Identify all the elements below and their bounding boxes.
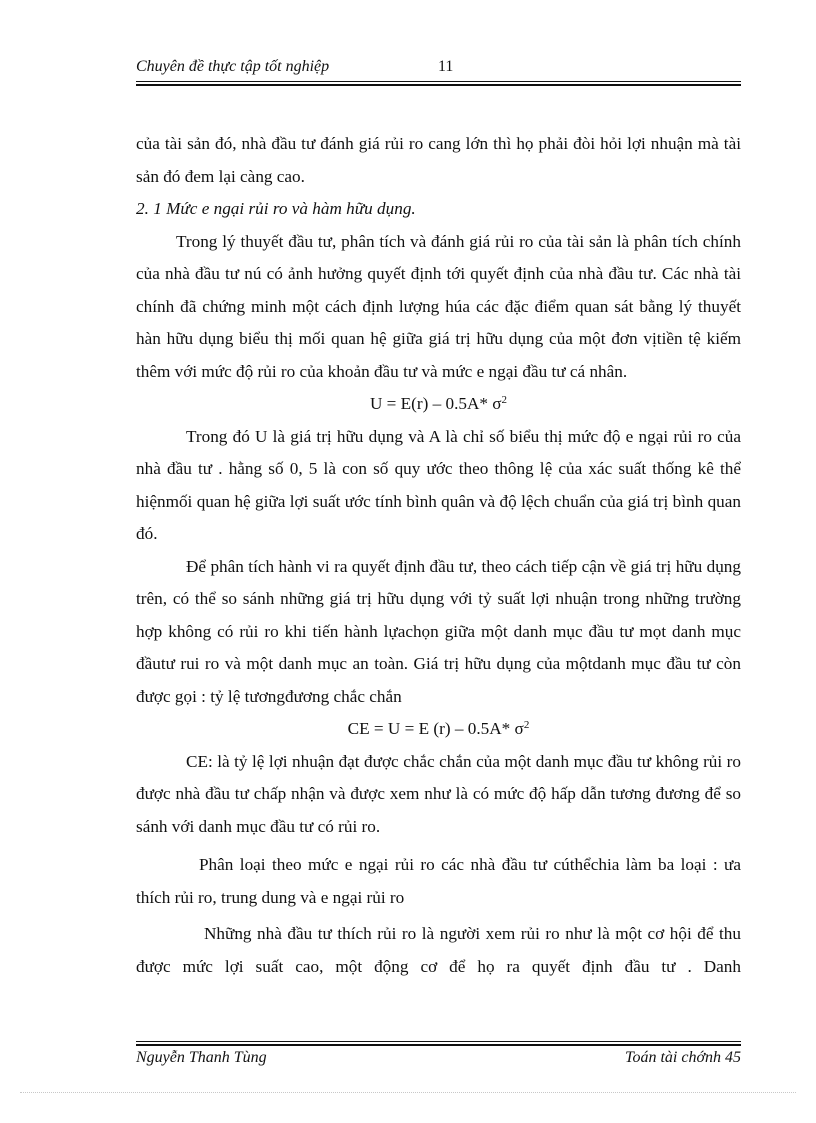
document-body <box>136 128 741 983</box>
section-heading: 2. 1 Mức e ngại rủi ro và hàm hữu dụng. <box>136 199 416 218</box>
paragraph-3: Trong đó U là giá trị hữu dụng và A là chỉ số biểu thị mức độ e ngại rủi ro của nhà đầu tư . hằng số 0, 5 là con số quy ước theo thông lệ của xác suất thống kê thể hiệnmối quan hệ giữa lợi suất ước tính bình quân và độ lệch chuẩn của giá trị bình quan đó. <box>136 426 741 543</box>
page-number: 11 <box>438 58 454 75</box>
formula-certainty-equivalent <box>136 713 741 746</box>
paragraph-5: CE: là tỷ lệ lợi nhuận đạt được chắc chắn của một danh mục đầu tư không rủi ro được nhà đầu tư chấp nhận và được xem như là có mức độ hấp dẫn tương đương để so sánh với danh mục đầu tư có rủi ro. <box>136 751 741 836</box>
footer-class: Toán tài chớnh 45 <box>625 1049 741 1066</box>
formula-ce-text: CE = U = E (r) – 0.5A* σ <box>347 719 524 738</box>
header-rule-thick <box>136 84 741 86</box>
paragraph-2: Trong lý thuyết đầu tư, phân tích và đánh giá rủi ro của tài sản là phân tích chính của nhà đầu tư nú có ảnh hưởng quyết định tới quyết định của nhà đầu tư. Các nhà tài chính đã chứng minh một cách định lượng húa các đặc điểm quan sát bằng lý thuyết hàn hữu dụng biểu thị mối quan hệ giữa giá trị hữu dụng của một đơn vịtiền tệ kiếm thêm với mức độ rủi ro của khoản đầu tư và mức e ngại đầu tư cá nhân. <box>136 231 741 381</box>
header-title: Chuyên đề thực tập tốt nghiệp <box>136 58 330 75</box>
formula-utility <box>136 388 741 421</box>
paragraph-1: của tài sản đó, nhà đầu tư đánh giá rủi ro cang lớn thì họ phải đòi hỏi lợi nhuận mà tài sản đó đem lại càng cao. <box>136 134 741 186</box>
header-rule-thin <box>136 81 741 82</box>
page-edge-divider <box>20 1092 796 1093</box>
formula-utility-text: U = E(r) – 0.5A* σ <box>369 394 502 413</box>
formula-utility-exponent: 2 <box>501 394 508 406</box>
paragraph-7: Những nhà đầu tư thích rủi ro là người xem rủi ro như là một cơ hội để thu được mức lợi suất cao, một động cơ để họ ra quyết định đầu tư . Danh <box>136 924 741 976</box>
footer-rule-thick <box>136 1044 741 1046</box>
paragraph-4: Để phân tích hành vi ra quyết định đầu tư, theo cách tiếp cận về giá trị hữu dụng trên, có thể so sánh những giá trị hữu dụng với tỷ suất lợi nhuận trong những trường hợp không có rủi ro khi tiến hành lựachọn giữa một danh mục đầu tư mọt danh mục đầutư rui ro và một danh mục an toàn. Giá trị hữu dụng của mộtdanh mục đầu tư còn được gọi : tỷ lệ tươngđương chắc chắn <box>136 556 741 706</box>
paragraph-6: Phân loại theo mức e ngại rủi ro các nhà đầu tư cúthểchia làm ba loại : ưa thích rủi ro, trung dung và e ngại rủi ro <box>136 855 741 907</box>
footer-author: Nguyễn Thanh Tùng <box>136 1049 267 1066</box>
formula-ce-exponent: 2 <box>523 719 530 731</box>
footer-rule-thin <box>136 1041 741 1042</box>
